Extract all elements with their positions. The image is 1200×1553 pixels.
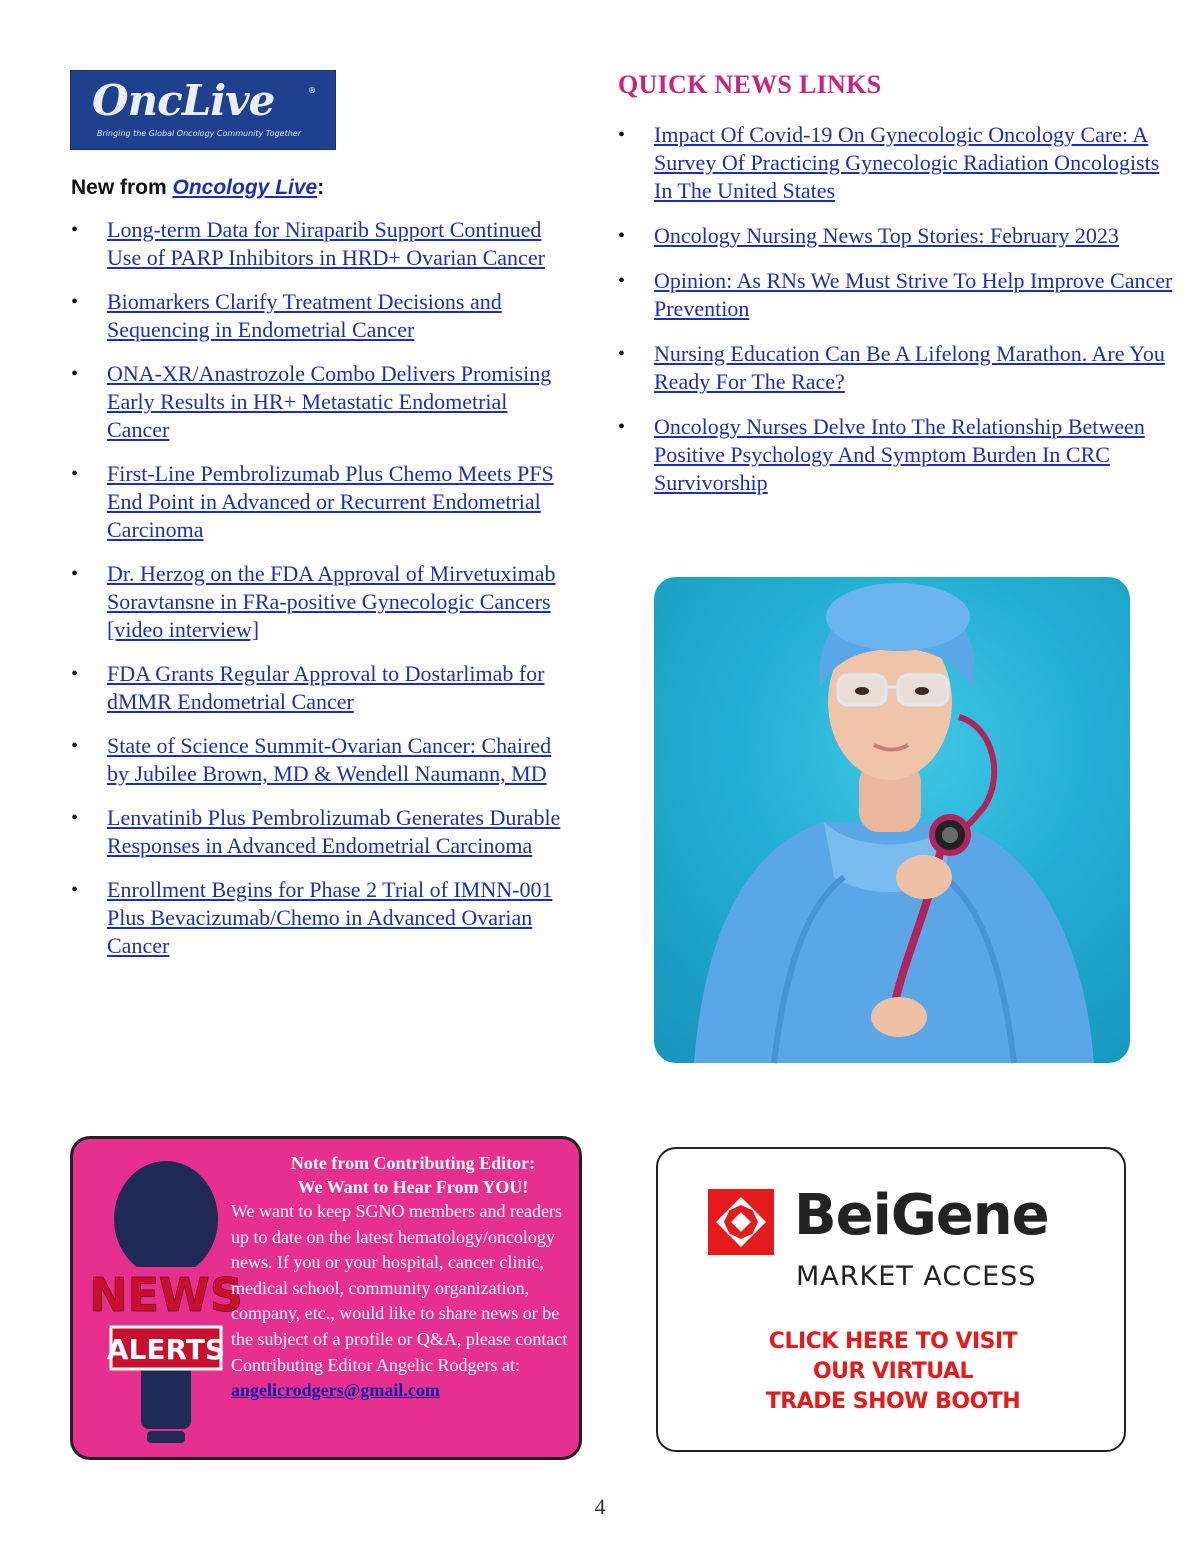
bullet-icon: • [618, 343, 626, 365]
nurse-illustration [654, 577, 1130, 1063]
bullet-icon: • [618, 416, 626, 438]
trade-show-cta[interactable] [658, 1327, 1128, 1417]
bullet-icon: • [618, 225, 626, 247]
registered-mark-icon: ® [308, 86, 316, 95]
cta-line: OUR VIRTUAL [812, 1359, 974, 1384]
bullet-icon: • [618, 124, 626, 146]
alerts-title [253, 1151, 573, 1199]
list-item [618, 267, 1178, 323]
cta-line: CLICK HERE TO VISIT [768, 1329, 1018, 1354]
news-link[interactable]: State of Science Summit-Ovarian Cancer: Chaired by Jubilee Brown, MD & Wendell Naumann, MD [107, 733, 552, 786]
email-link[interactable]: angelicrodgers@gmail.com [231, 1380, 440, 1401]
oncology-live-link[interactable]: Oncology Live [172, 176, 318, 199]
heading-suffix: : [317, 176, 325, 199]
news-link[interactable]: Dr. Herzog on the FDA Approval of Mirvetuximab Soravtansne in FRa-positive Gynecologic Cancers [video interview] [107, 561, 556, 642]
list-item [71, 560, 571, 644]
news-link[interactable]: Long-term Data for Niraparib Support Continued Use of PARP Inhibitors in HRD+ Ovarian Cancer [107, 217, 545, 270]
quick-news-list [618, 121, 1178, 514]
bullet-icon: • [71, 363, 79, 385]
news-link[interactable]: Opinion: As RNs We Must Strive To Help Improve Cancer Prevention [654, 268, 1173, 321]
list-item [618, 340, 1178, 396]
list-item [618, 413, 1178, 497]
cta-line: TRADE SHOW BOOTH [765, 1389, 1021, 1414]
list-item [71, 804, 571, 860]
beigene-ad[interactable] [656, 1147, 1126, 1452]
nurse-photo [654, 577, 1130, 1063]
bullet-icon: • [71, 735, 79, 757]
news-microphone-icon [89, 1159, 243, 1449]
onclive-logo[interactable] [70, 70, 336, 150]
news-alerts-box [70, 1136, 582, 1460]
alerts-body [231, 1199, 576, 1404]
quick-news-title: QUICK NEWS LINKS [618, 70, 882, 99]
bullet-icon: • [71, 663, 79, 685]
bullet-icon: • [618, 270, 626, 292]
list-item [71, 460, 571, 544]
news-link[interactable]: First-Line Pembrolizumab Plus Chemo Meets PFS End Point in Advanced or Recurrent Endometrial Carcinoma [107, 461, 554, 542]
alerts-title-line: We Want to Hear From YOU! [297, 1177, 529, 1197]
list-item [71, 876, 571, 960]
bullet-icon: • [71, 807, 79, 829]
new-from-heading [71, 176, 324, 200]
oncology-live-news-list [71, 216, 571, 976]
bullet-icon: • [71, 291, 79, 313]
list-item [618, 222, 1178, 250]
page-number: 4 [594, 1494, 606, 1519]
news-link[interactable]: Biomarkers Clarify Treatment Decisions and Sequencing in Endometrial Cancer [107, 289, 502, 342]
news-link[interactable]: Oncology Nursing News Top Stories: February 2023 [654, 223, 1119, 248]
alerts-body-text: We want to keep SGNO members and readers up to date on the latest hematology/oncology news. If you or your hospital, cancer clinic, medical school, community organization, company, etc., would like to share news or be the subject of a profile or Q&A, please contact Contributing Editor Angelic Rodgers at: [231, 1201, 568, 1375]
news-link[interactable]: FDA Grants Regular Approval to Dostarlimab for dMMR Endometrial Cancer [107, 661, 545, 714]
beigene-subtitle: MARKET ACCESS [796, 1261, 1037, 1292]
news-link[interactable]: ONA-XR/Anastrozole Combo Delivers Promising Early Results in HR+ Metastatic Endometrial Cancer [107, 361, 552, 442]
bullet-icon: • [71, 219, 79, 241]
list-item [71, 660, 571, 716]
beigene-wordmark: BeiGene [794, 1183, 1049, 1248]
alerts-word: ALERTS [106, 1333, 226, 1366]
bullet-icon: • [71, 879, 79, 901]
heading-prefix: New from [71, 176, 173, 199]
news-word: NEWS [89, 1268, 243, 1322]
onclive-logo-wordmark: OncLive [92, 76, 275, 125]
bullet-icon: • [71, 563, 79, 585]
list-item [618, 121, 1178, 205]
onclive-tagline: Bringing the Global Oncology Community Together [97, 129, 301, 138]
list-item [71, 732, 571, 788]
news-link[interactable]: Oncology Nurses Delve Into The Relationship Between Positive Psychology And Symptom Burden In CRC Survivorship [654, 414, 1145, 495]
list-item [71, 216, 571, 272]
bullet-icon: • [71, 463, 79, 485]
news-link[interactable]: Nursing Education Can Be A Lifelong Marathon. Are You Ready For The Race? [654, 341, 1165, 394]
beigene-logo-icon [706, 1187, 776, 1257]
list-item [71, 360, 571, 444]
news-link[interactable]: Enrollment Begins for Phase 2 Trial of IMNN-001 Plus Bevacizumab/Chemo in Advanced Ovarian Cancer [107, 877, 553, 958]
news-link[interactable]: Impact Of Covid-19 On Gynecologic Oncology Care: A Survey Of Practicing Gynecologic Radiation Oncologists In The United States [654, 122, 1160, 203]
news-link[interactable]: Lenvatinib Plus Pembrolizumab Generates Durable Responses in Advanced Endometrial Carcinoma [107, 805, 561, 858]
alerts-title-line: Note from Contributing Editor: [290, 1153, 536, 1173]
list-item [71, 288, 571, 344]
